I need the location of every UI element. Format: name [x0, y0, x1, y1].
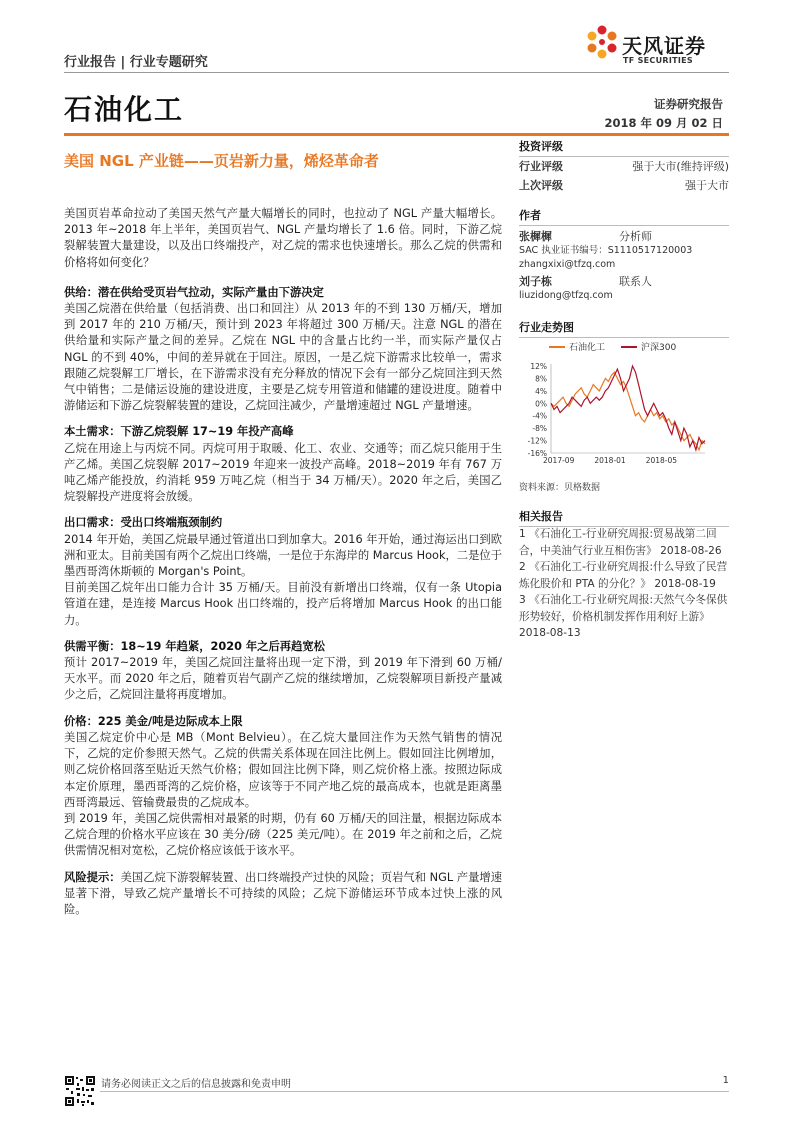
- section-text-supply: 美国乙烷潜在供给量（包括消费、出口和回注）从 2013 年的不到 130 万桶/天，增加到 2017 年的 210 万桶/天，预计到 2023 年将超过 300 万桶/天。注意 NGL 的潜在供给量和实际产量之间的差异。乙烷在 NGL 中的含量占比约一半，而实际产量仅占 NGL 的不到 40%，中间的差异就在于回注。原因，一是乙烷下游需求比较单一，需求跟随乙烷裂解工厂增长，在下游需求没有充分释放的情况下会有一部分乙烷回注到天然气中销售；二是储运设施的建设进度，主要是乙烷专用管道和储罐的建设进度。随着中游储运和下游乙烷裂解装置的建设，乙烷回注减少，产量增速超过 NGL 产量增速。: [64, 302, 502, 413]
- section-text-export-1: 2014 年开始，美国乙烷最早通过管道出口到加拿大。2016 年开始，通过海运出口到欧洲和亚太。目前美国有两个乙烷出口终端，一是位于东海岸的 Marcus Hook，二是位于墨西哥湾休斯顿的 Morgan's Point。: [64, 532, 502, 579]
- risk-text: 美国乙烷下游裂解装置、出口终端投产过快的风险；页岩气和 NGL 产量增速显著下滑，导致乙烷产量增长不可持续的风险；乙烷下游储运环节成本过快上涨的风险。: [64, 870, 502, 916]
- related-heading: 相关报告: [519, 510, 563, 523]
- y-tick-label: -8%: [532, 424, 547, 434]
- x-tick-label: 2018-01: [594, 456, 626, 465]
- section-heading-supply: 供给：潜在供给受页岩气拉动，实际产量由下游决定: [64, 285, 324, 299]
- industry-rating-label: 行业评级: [519, 160, 563, 173]
- trend-chart: [519, 338, 729, 470]
- y-tick-label: 4%: [535, 386, 547, 396]
- previous-rating-row: [519, 176, 729, 195]
- related-report-3[interactable]: 3 《石油化工-行业研究周报:天然气今冬保供形势较好，价格机制发挥作用利好上游》 2018-08-13: [519, 594, 728, 639]
- section-heading-domestic-demand: 本土需求：下游乙烷裂解 17~19 年投产高峰: [64, 425, 294, 439]
- previous-rating-label: 上次评级: [519, 179, 563, 192]
- chart-source: 资料来源：贝格数据: [519, 483, 601, 493]
- y-tick-label: 8%: [535, 374, 547, 384]
- qr-code-icon: [64, 1075, 96, 1107]
- section-text-export-2: 目前美国乙烷年出口能力合计 35 万桶/天。目前没有新增出口终端，仅有一条 Utopia 管道在建，是连接 Marcus Hook 出口终端的，投产后将增加 Marcus Hook 的出口能力。: [64, 581, 502, 627]
- related-report-1[interactable]: 1 《石油化工-行业研究周报:贸易战第二回合，中美油气行业互相伤害》 2018-08-26: [519, 528, 722, 557]
- section-text-domestic-demand: 乙烷在用途上与丙烷不同。丙烷可用于取暖、化工、农业、交通等；而乙烷只能用于生产乙烯。美国乙烷裂解 2017~2019 年迎来一波投产高峰。2018~2019 年有 767 万吨乙烯产能投放，约消耗 959 万吨乙烷（相当于 34 万桶/天）。2020 年之后，美国乙烷裂解投产进度将会放缓。: [64, 441, 502, 504]
- footer-rule: [100, 1091, 729, 1092]
- author-2-name: 刘子栋: [519, 275, 552, 288]
- industry-rating-value: 强于大市(维持评级): [632, 160, 729, 173]
- x-tick-label: 2017-09: [543, 456, 575, 465]
- rating-panel: [519, 138, 729, 195]
- section-heading-balance: 供需平衡：18~19 年趋紧，2020 年之后再趋宽松: [64, 639, 325, 653]
- series-line: [551, 366, 705, 450]
- main-body: [64, 206, 502, 918]
- title-rule: [64, 133, 729, 136]
- risk-paragraph: [64, 870, 502, 919]
- y-tick-label: -12%: [527, 436, 547, 446]
- author-1-email[interactable]: zhangxixi@tfzq.com: [519, 259, 616, 270]
- section-heading-price: 价格：225 美金/吨是边际成本上限: [64, 714, 243, 728]
- author-1-row: [519, 229, 729, 244]
- logo-name-en: TF SECURITIES: [623, 56, 693, 65]
- page-number: 1: [722, 1075, 729, 1086]
- previous-rating-value: 强于大市: [685, 179, 729, 192]
- y-tick-label: -4%: [532, 411, 547, 421]
- intro-paragraph: 美国页岩革命拉动了美国天然气产量大幅增长的同时，也拉动了 NGL 产量大幅增长。2013 年~2018 年上半年，美国页岩气、NGL 产量均增长了 1.6 倍。同时，下游乙烷裂解装置大量建设，以及出口终端投产，对乙烷的需求也快速增长。那么乙烷的供需和价格将如何变化？: [64, 207, 502, 269]
- report-kind: 证券研究报告: [654, 97, 723, 111]
- report-date: 2018 年 09 月 02 日: [604, 116, 723, 130]
- footer-disclaimer: 请务必阅读正文之后的信息披露和免责申明: [101, 1079, 291, 1090]
- y-tick-label: -16%: [527, 449, 547, 458]
- trend-panel: [519, 319, 729, 338]
- section-text-balance: 预计 2017~2019 年，美国乙烷回注量将出现一定下滑，到 2019 年下滑到 60 万桶/天水平。而 2020 年之后，随着页岩气副产乙烷的继续增加，乙烷裂解项目新投产量减少之后，乙烷回注量将再度增加。: [64, 656, 502, 702]
- authors-heading: 作者: [519, 209, 541, 222]
- logo-name-cn: 天风证券: [622, 34, 706, 58]
- authors-panel: [519, 207, 729, 303]
- related-report-2[interactable]: 2 《石油化工-行业研究周报:什么导致了民营炼化股价和 PTA 的分化？》 2018-08-19: [519, 561, 728, 590]
- section-heading-export: 出口需求：受出口终端瓶颈制约: [64, 516, 223, 530]
- report-title: 美国 NGL 产业链——页岩新力量，烯烃革命者: [64, 152, 379, 170]
- legend-label: 沪深300: [641, 343, 677, 353]
- header-rule: [64, 72, 729, 73]
- legend-label: 石油化工: [569, 343, 606, 353]
- y-tick-label: 0%: [535, 399, 547, 409]
- x-tick-label: 2018-05: [645, 456, 678, 465]
- section-text-price-1: 美国乙烷定价中心是 MB（Mont Belvieu）。在乙烷大量回注作为天然气销售的情况下，乙烷的定价参照天然气。乙烷的供需关系体现在回注比例上。假如回注比例增加，则乙烷价格回落至贴近天然气价格；假如回注比例下降，则乙烷价格上涨。按照边际成本定价原理，墨西哥湾的乙烷价格，应该等于不同产地乙烷的最高成本，也就是距离墨西哥湾最远、管输费最贵的乙烷成本。: [64, 730, 502, 809]
- authors-rule: [519, 225, 729, 226]
- related-list: [519, 526, 729, 642]
- risk-heading: 风险提示：: [64, 870, 121, 884]
- y-tick-label: 12%: [530, 362, 547, 371]
- industry-rating-row: [519, 157, 729, 176]
- author-2-row: [519, 274, 729, 289]
- author-1-cert: SAC 执业证书编号：S1110517120003: [519, 245, 693, 256]
- author-2-email[interactable]: liuzidong@tfzq.com: [519, 290, 613, 301]
- author-1-role: 分析师: [619, 230, 652, 243]
- sector-title: 石油化工: [64, 93, 185, 126]
- report-type: 行业报告 | 行业专题研究: [64, 55, 208, 70]
- author-1-name: 张樨樨: [519, 230, 552, 243]
- section-text-price-2: 到 2019 年，美国乙烷供需相对最紧的时期，仍有 60 万桶/天的回注量，根据边际成本乙烷合理的价格水平应该在 30 美分/磅（225 美元/吨）。在 2019 年之前和之后，乙烷供需情况相对宽松，乙烷价格应该低于该水平。: [64, 811, 502, 858]
- author-2-role: 联系人: [619, 275, 652, 288]
- trend-heading: 行业走势图: [519, 321, 574, 334]
- rating-heading: 投资评级: [519, 140, 563, 153]
- related-panel: [519, 508, 729, 527]
